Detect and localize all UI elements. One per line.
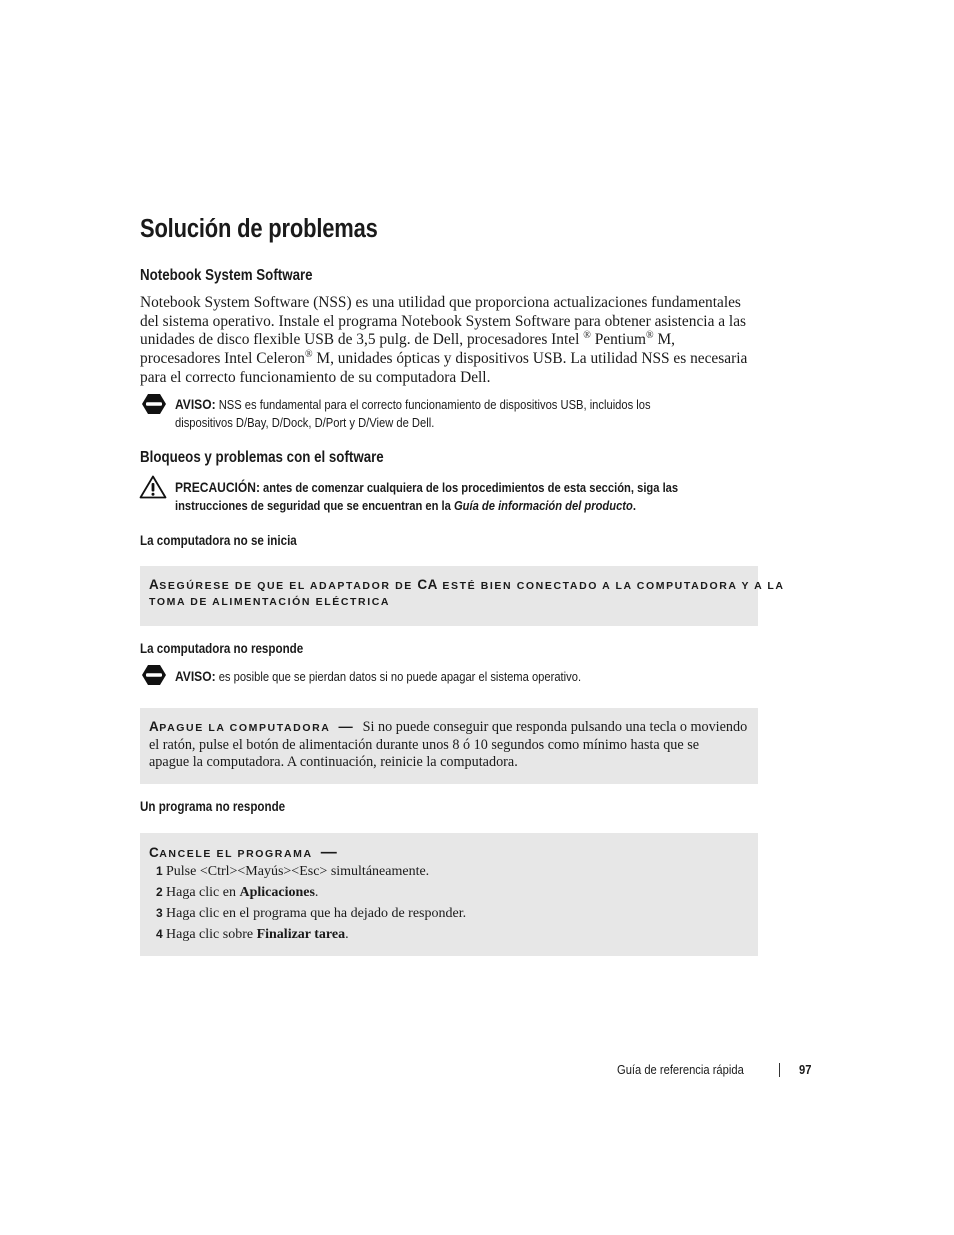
subheading-no-respond: La computadora no responde [140,641,304,656]
notice-icon [141,393,167,415]
page-number: 97 [799,1062,812,1077]
steps-list [156,861,466,945]
list-item: 4 Haga clic sobre Finalizar tarea. [156,927,349,942]
no-respond-notice: AVISO: es posible que se pierdan datos si no puede apagar el sistema operativo. [175,668,582,684]
footer-divider [779,1063,780,1077]
footer-guide-title: Guía de referencia rápida [617,1062,744,1077]
solution-box-program: CANCELE EL PROGRAMA — 1 Pulse <Ctrl><Mayús><Esc> simultáneamente. 2 Haga clic en Aplicaciones. 3 Haga clic en el programa que ha dejado de responder. 4 Haga clic sobre Finalizar tarea. [140,833,758,956]
solution-box-no-respond: APAGUE LA COMPUTADORA — Si no puede conseguir que responda pulsando una tecla o moviendo el ratón, pulse el botón de alimentación durante unos 8 ó 10 segundos como mínimo hasta que se apague la computadora. A continuación, reinicie la computadora. [140,708,758,784]
list-item: 3 Haga clic en el programa que ha dejado de responder. [156,906,467,921]
nss-paragraph: Notebook System Software (NSS) es una utilidad que proporciona actualizaciones fundamentales del sistema operativo. Instale el programa Notebook System Software para obtener asistencia a las unidades de disco flexible USB de 3,5 pulg. de Dell, procesadores Intel ® Pentium® M, procesadores Intel Celeron® M, unidades ópticas y dispositivos USB. La utilidad NSS es necesaria para el correcto funcionamiento de su computadora Dell. [140,294,748,386]
list-item: 2 Haga clic en Aplicaciones. [156,885,319,900]
page-title: Solución de problemas [140,215,378,243]
caution-notice: PRECAUCIÓN: antes de comenzar cualquiera de los procedimientos de esta sección, siga las instrucciones de seguridad que se encuentran en la Guía de información del producto. [175,479,679,513]
section-heading-nss: Notebook System Software [140,267,313,284]
section-heading-lockups: Bloqueos y problemas con el software [140,449,384,466]
nss-notice: AVISO: NSS es fundamental para el correcto funcionamiento de dispositivos USB, incluidos los dispositivos D/Bay, D/Dock, D/Port y D/View de Dell. [175,396,651,430]
subheading-program-no-respond: Un programa no responde [140,799,286,814]
subheading-no-start: La computadora no se inicia [140,533,297,548]
caution-icon [139,475,167,499]
list-item: 1 Pulse <Ctrl><Mayús><Esc> simultáneamente. [156,864,430,879]
notice-icon [141,664,167,686]
solution-box-no-start: ASEGÚRESE DE QUE EL ADAPTADOR DE CA ESTÉ BIEN CONECTADO A LA COMPUTADORA Y A LA TOMA DE ALIMENTACIÓN ELÉCTRICA [140,566,758,626]
